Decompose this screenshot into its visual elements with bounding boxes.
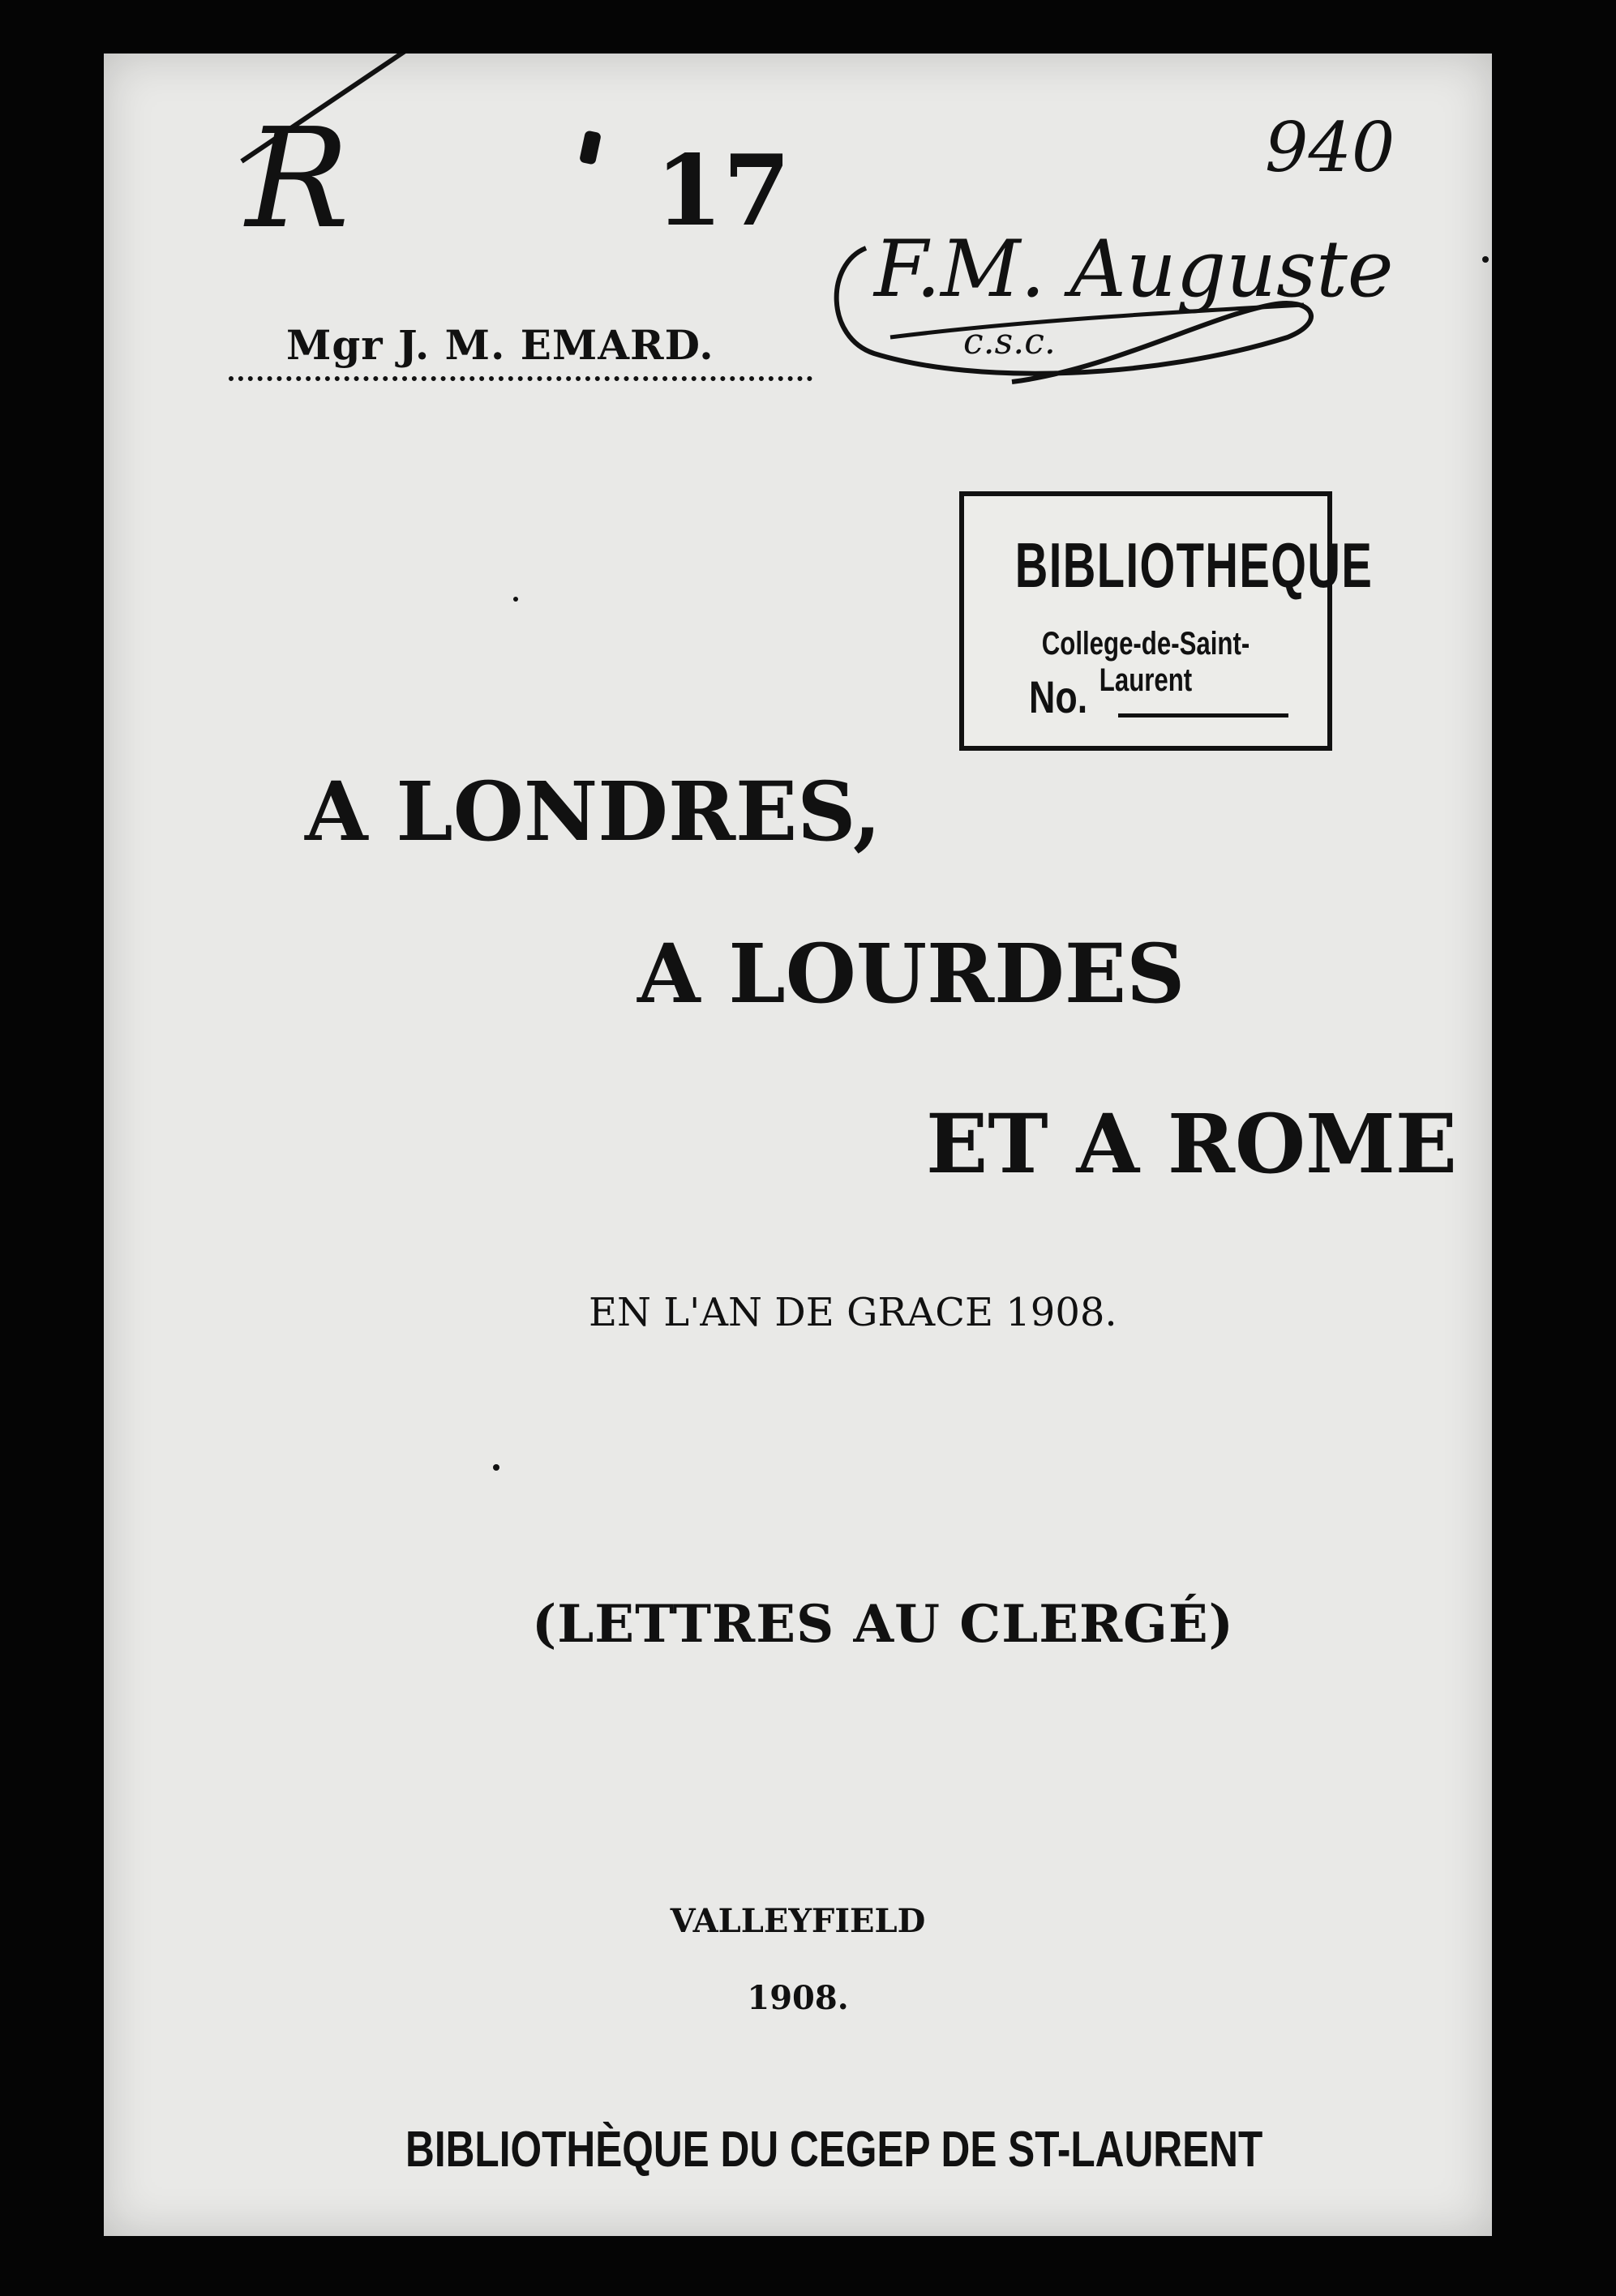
stamp-number-line [1118, 713, 1288, 718]
signature: F.M. Auguste [874, 224, 1394, 315]
scanned-page [104, 54, 1492, 2236]
stamp-number-label: No. [1029, 671, 1088, 722]
title-line-3: ET A ROME [926, 1096, 1457, 1192]
title-line-2: A LOURDES [637, 926, 1185, 1022]
stamp-title: BIBLIOTHEQUE [1014, 529, 1374, 601]
library-stamp [959, 491, 1374, 751]
imprint-place: VALLEYFIELD [670, 1902, 926, 1940]
handwritten-number: 940 [1265, 108, 1395, 187]
handwritten-r-mark: R [246, 99, 349, 259]
imprint-year: 1908. [747, 1979, 849, 2017]
speck [1482, 256, 1489, 263]
speck [493, 1464, 499, 1471]
title-line-1: A LONDRES, [305, 764, 881, 859]
stamp-subtitle: College-de-Saint-Laurent [1041, 626, 1250, 698]
signature-initials: c.s.c. [963, 321, 1056, 362]
catalog-number: 17 [655, 134, 791, 248]
speck [513, 597, 518, 602]
subtitle: EN L'AN DE GRACE 1908. [589, 1290, 1117, 1335]
author-dotted-rule [229, 376, 812, 381]
genre-line: (LETTRES AU CLERGÉ) [532, 1594, 1234, 1655]
ink-mark [579, 130, 602, 165]
footer-library-stamp: BIBLIOTHÈQUE DU CEGEP DE ST-LAURENT [405, 2122, 1263, 2178]
author-name: Mgr J. M. EMARD. [286, 321, 714, 369]
